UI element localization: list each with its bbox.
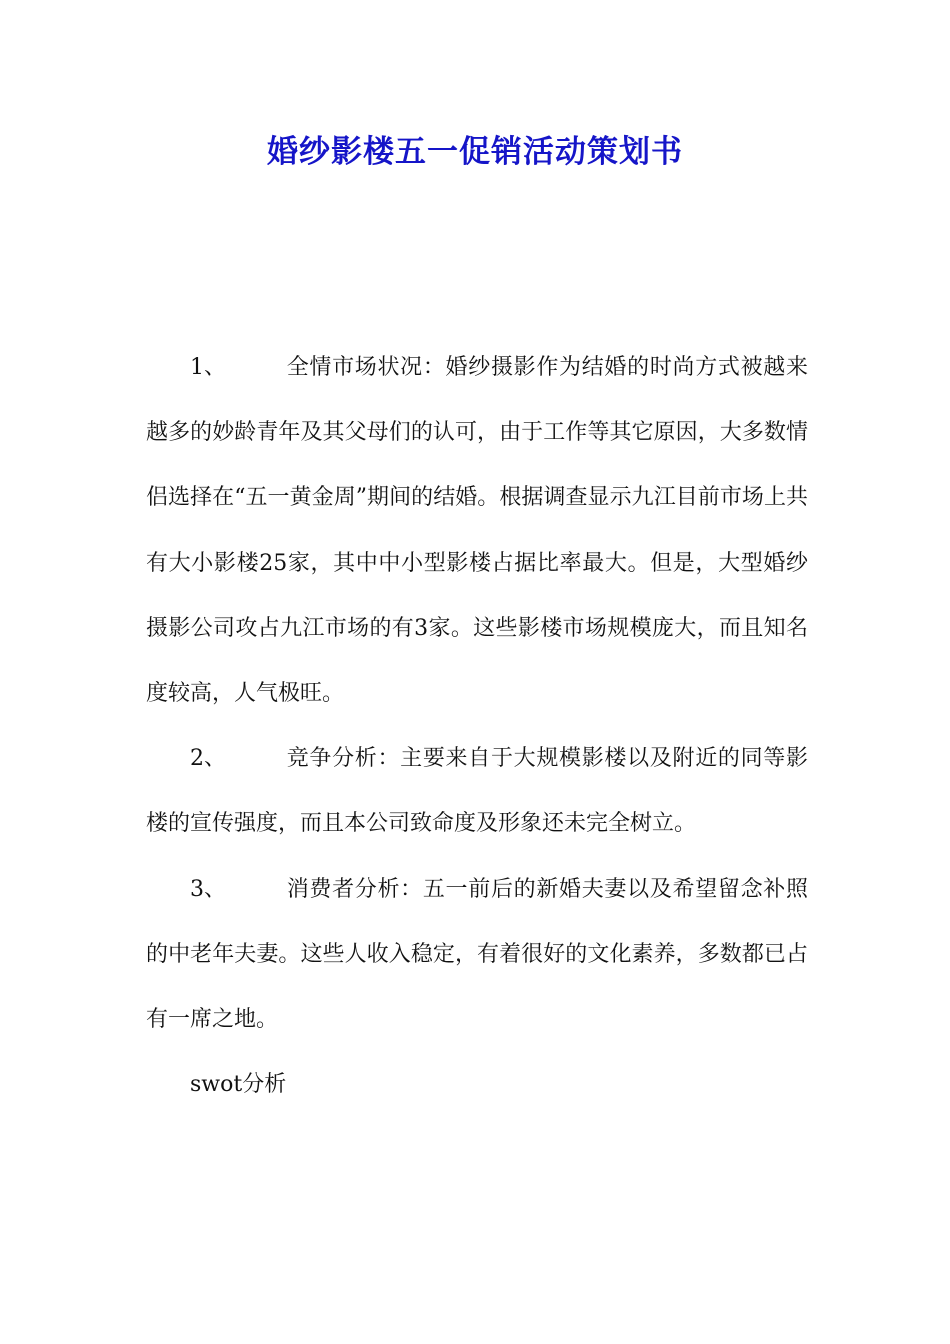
section-3-text: 消费者分析：五一前后的新婚夫妻以及希望留念补照的中老年夫妻。这些人收入稳定，有着很好的文化素养，多数都已占有一席之地。: [146, 876, 808, 1033]
swot-heading: swot分析: [190, 1072, 287, 1098]
section-2-text: 竞争分析：主要来自于大规模影楼以及附近的同等影楼的宣传强度，而且本公司致命度及形象还未完全树立。: [146, 746, 808, 837]
document-title: 婚纱影楼五一促销活动策划书: [267, 134, 683, 170]
section-3-number: 3、: [190, 876, 226, 902]
section-2-paragraph: [146, 726, 808, 856]
section-2-number: 2、: [190, 746, 226, 772]
section-1-paragraph: [146, 335, 808, 726]
document-body: [146, 335, 808, 1117]
section-3-paragraph: [146, 857, 808, 1053]
section-1-number: 1、: [190, 355, 226, 380]
section-1-text: 全情市场状况：婚纱摄影作为结婚的时尚方式被越来越多的妙龄青年及其父母们的认可，由于工作等其它原因，大多数情侣选择在“五一黄金周”期间的结婚。根据调查显示九江目前市场上共有大小影楼25家，其中中小型影楼占据比率最大。但是，大型婚纱摄影公司攻占九江市场的有3家。这些影楼市场规模庞大，而且知名度较高，人气极旺。: [146, 355, 808, 707]
